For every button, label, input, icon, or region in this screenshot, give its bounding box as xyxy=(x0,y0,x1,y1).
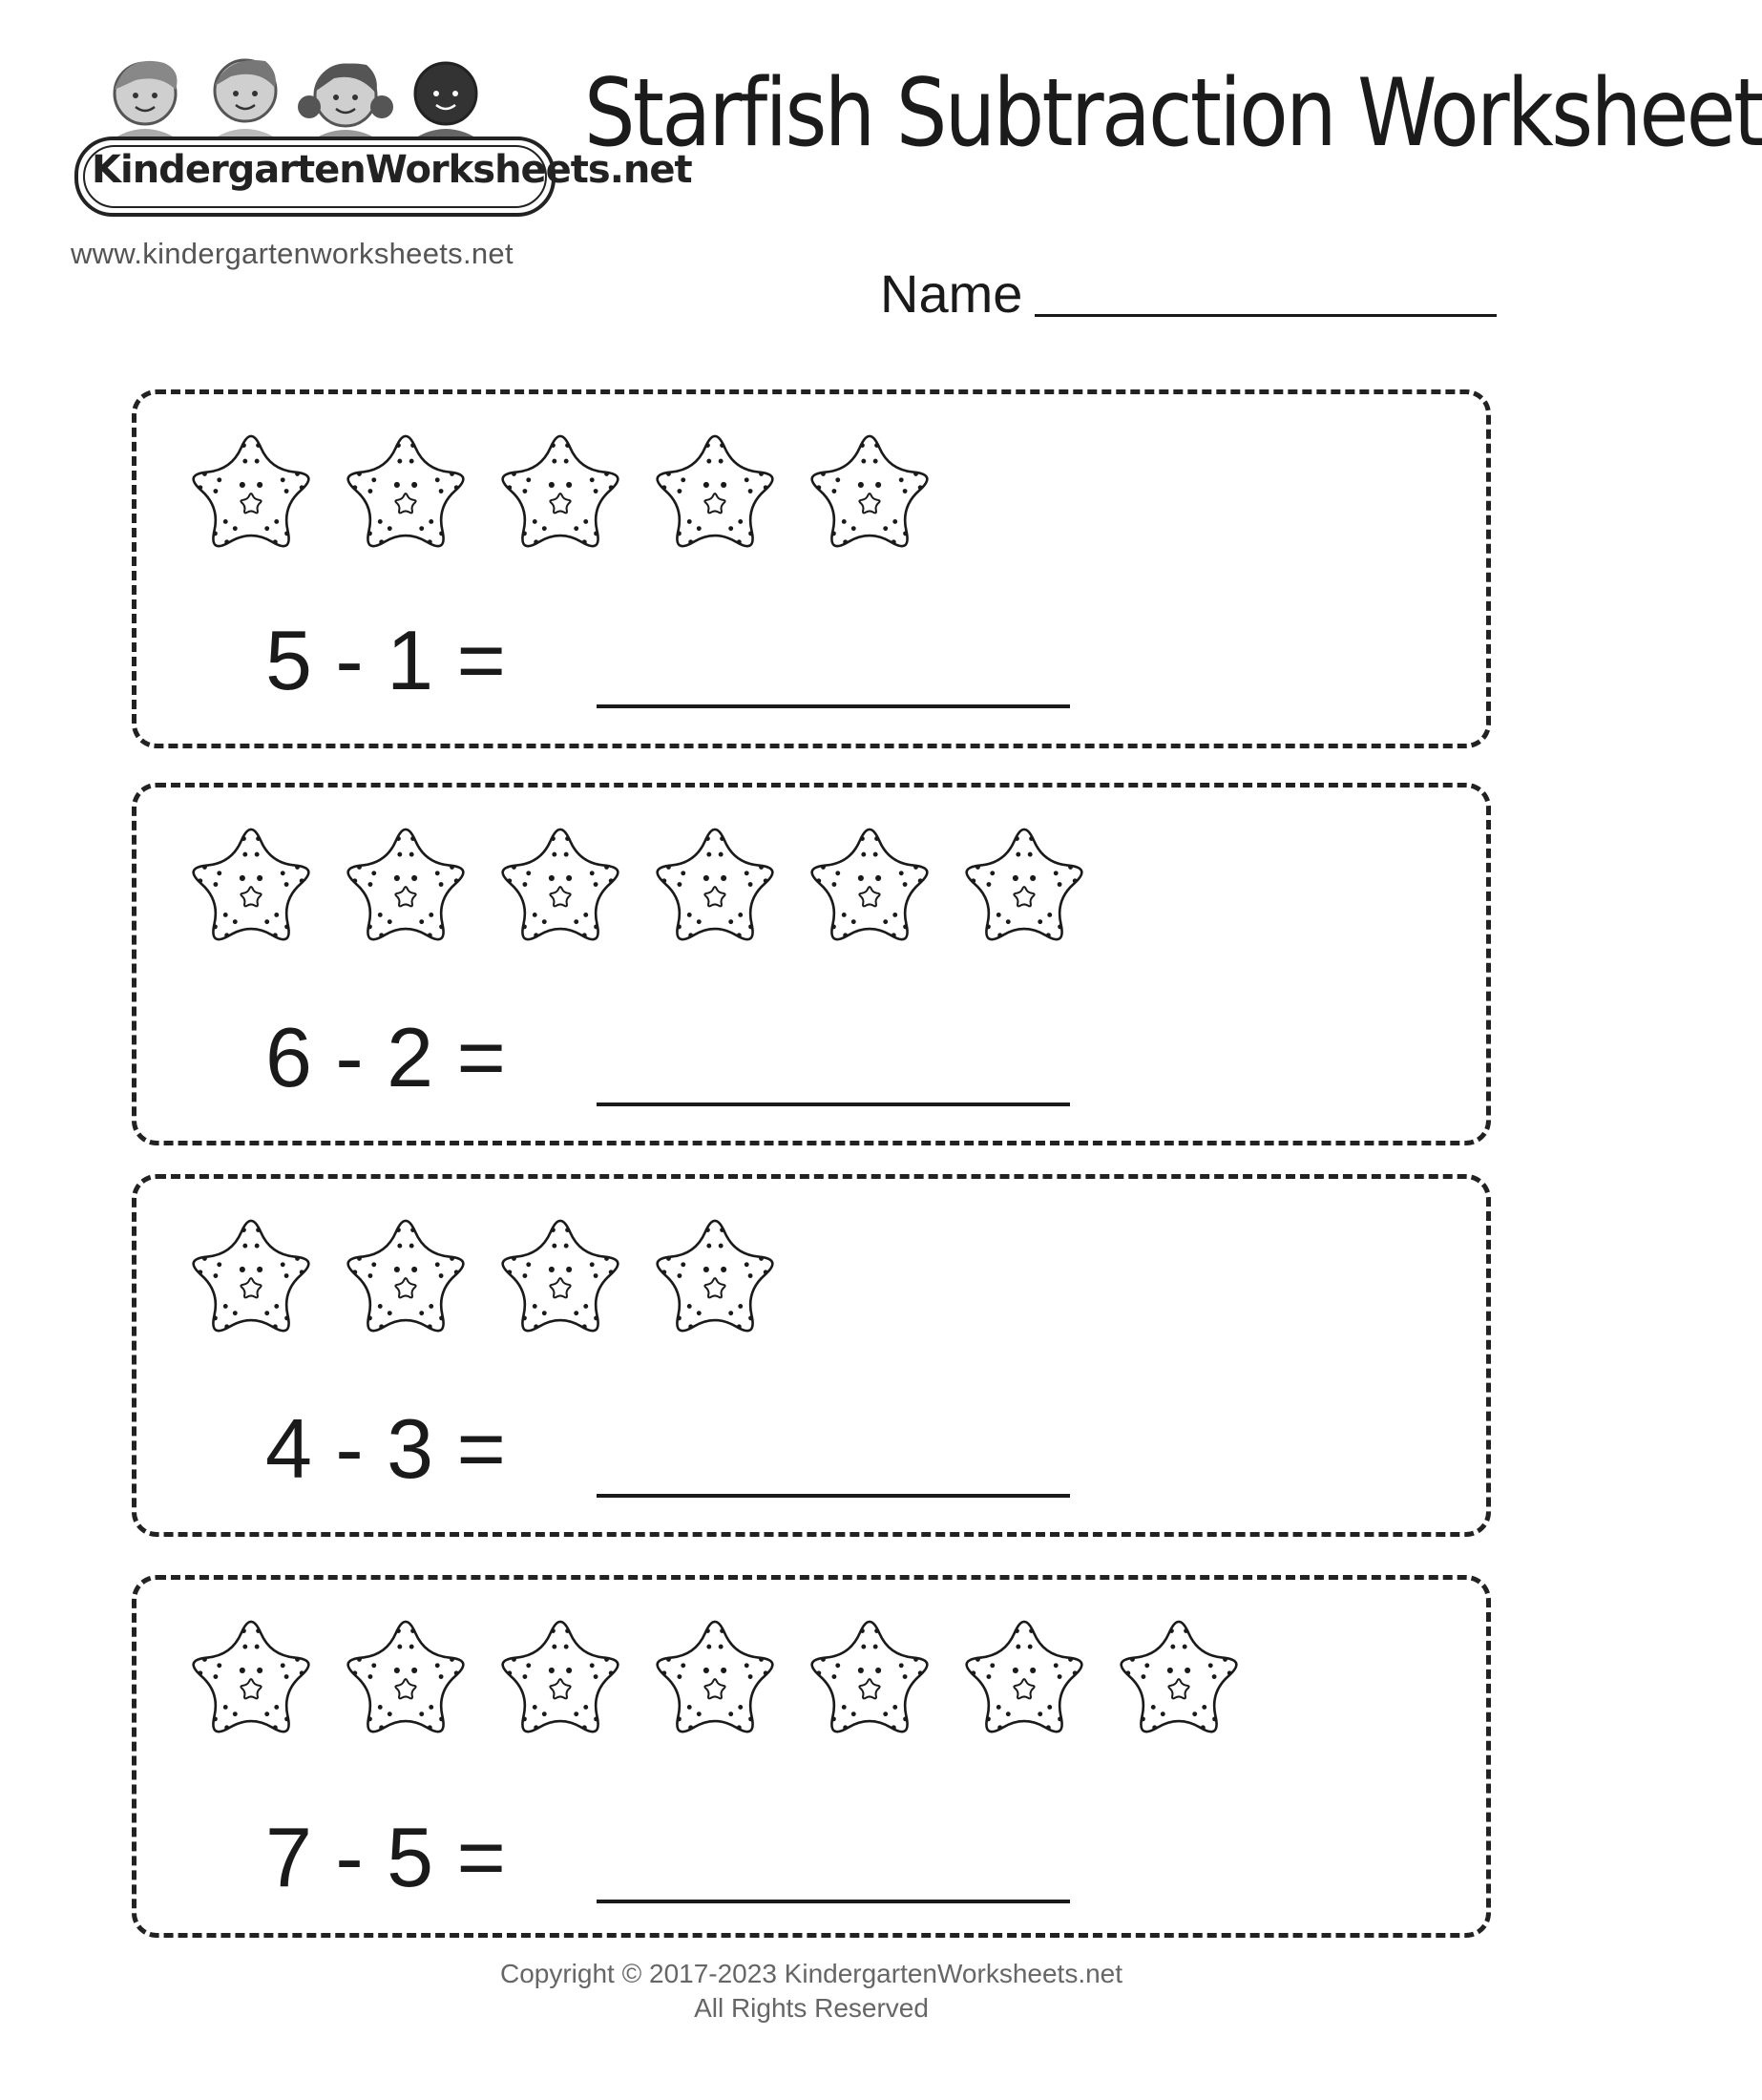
starfish-row xyxy=(178,1603,1251,1748)
answer-line[interactable] xyxy=(597,1494,1070,1498)
name-field[interactable] xyxy=(880,262,1500,324)
site-logo[interactable] xyxy=(69,48,692,229)
logo-text: KindergartenWorksheets.net xyxy=(92,148,692,192)
starfish-row xyxy=(178,810,1097,956)
starfish-icon xyxy=(178,1603,324,1748)
starfish-icon xyxy=(642,810,787,956)
problem-box xyxy=(132,783,1491,1145)
starfish-icon xyxy=(952,810,1097,956)
starfish-icon xyxy=(333,1202,478,1347)
starfish-icon xyxy=(488,417,633,562)
starfish-icon xyxy=(178,417,324,562)
starfish-icon xyxy=(642,417,787,562)
answer-line[interactable] xyxy=(597,1102,1070,1106)
website-url[interactable]: www.kindergartenworksheets.net xyxy=(71,237,514,270)
equation: 4 - 3 = xyxy=(265,1401,506,1496)
answer-line[interactable] xyxy=(597,704,1070,708)
starfish-row xyxy=(178,417,942,562)
starfish-icon xyxy=(488,1603,633,1748)
starfish-icon xyxy=(488,810,633,956)
starfish-icon xyxy=(642,1603,787,1748)
name-write-line[interactable] xyxy=(1035,314,1497,317)
answer-line[interactable] xyxy=(597,1900,1070,1903)
starfish-icon xyxy=(797,417,942,562)
rights-text: All Rights Reserved xyxy=(694,1993,929,2023)
problem-box xyxy=(132,389,1491,748)
starfish-icon xyxy=(333,417,478,562)
starfish-icon xyxy=(952,1603,1097,1748)
kids-logo-icon xyxy=(69,48,692,229)
starfish-icon xyxy=(797,810,942,956)
starfish-icon xyxy=(333,810,478,956)
starfish-icon xyxy=(797,1603,942,1748)
starfish-icon xyxy=(642,1202,787,1347)
starfish-icon xyxy=(333,1603,478,1748)
starfish-icon xyxy=(178,810,324,956)
starfish-icon xyxy=(488,1202,633,1347)
starfish-row xyxy=(178,1202,787,1347)
copyright-text: Copyright © 2017-2023 KindergartenWorksheets.net xyxy=(499,1959,1123,1988)
page-title: Starfish Subtraction Worksheet xyxy=(584,59,1762,168)
problem-box xyxy=(132,1174,1491,1537)
problem-box xyxy=(132,1575,1491,1938)
equation: 5 - 1 = xyxy=(265,613,506,707)
equation: 6 - 2 = xyxy=(265,1010,506,1104)
starfish-icon xyxy=(1106,1603,1251,1748)
name-label: Name xyxy=(880,263,1023,324)
equation: 7 - 5 = xyxy=(265,1810,506,1904)
starfish-icon xyxy=(178,1202,324,1347)
